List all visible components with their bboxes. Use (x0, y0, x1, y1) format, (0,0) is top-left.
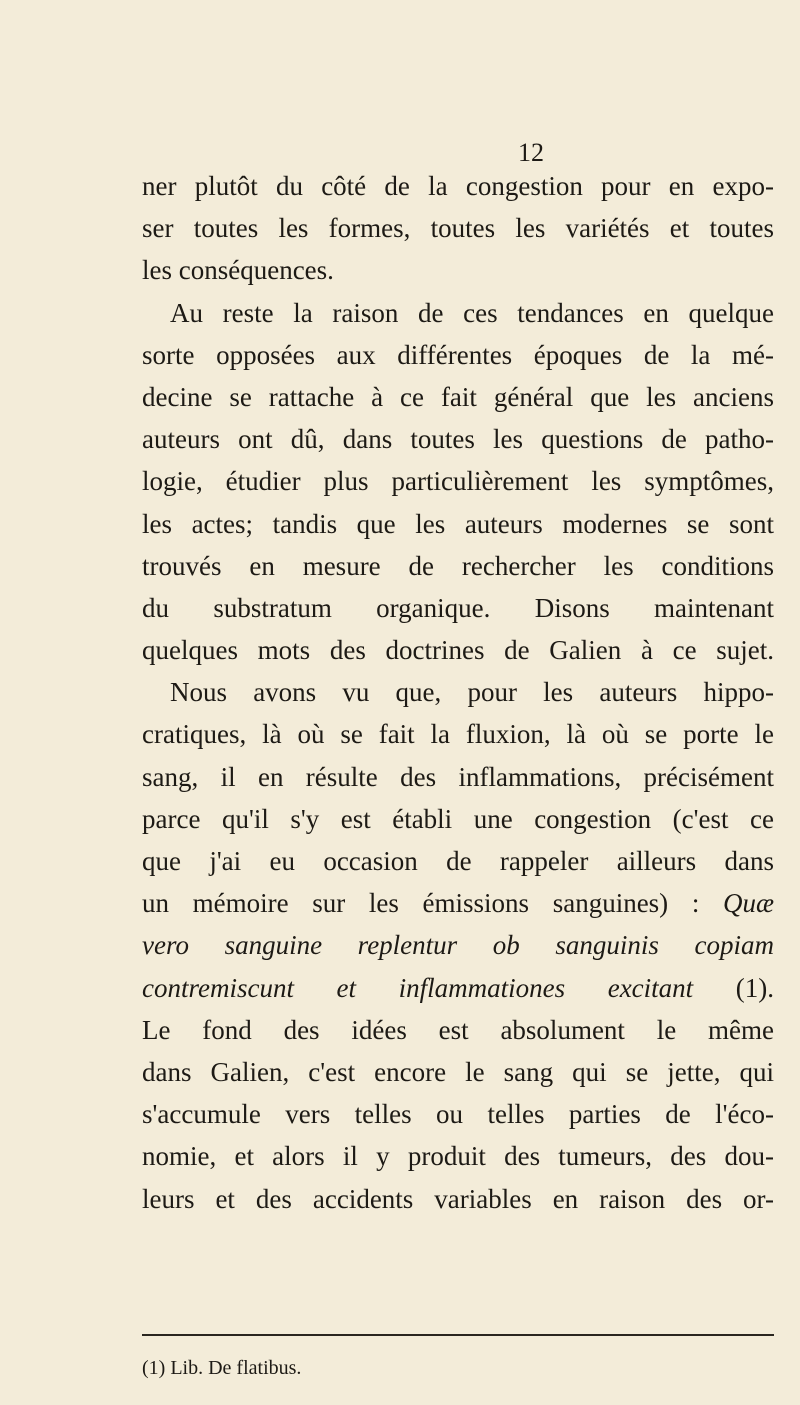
footnote-reference: (1). (735, 972, 774, 1003)
text-line: ser toutes les formes, toutes les variétés et toutes (142, 213, 774, 244)
text-line: ner plutôt du côté de la congestion pour en expo- (142, 171, 774, 201)
text-line: Nous avons vu que, pour les auteurs hippo- (170, 677, 774, 708)
body-text (142, 165, 774, 1220)
text-line: les actes; tandis que les auteurs modernes se sont (142, 508, 774, 539)
footnote-divider (142, 1334, 774, 1336)
latin-quote-line-with-ref (142, 967, 774, 1009)
text-line: Au reste la raison de ces tendances en quelque (170, 297, 774, 328)
text-line: sorte opposées aux différentes époques de la mé- (142, 339, 774, 370)
text-line: les conséquences. (142, 255, 334, 286)
text-line: trouvés en mesure de rechercher les conditions (142, 550, 774, 581)
text-line: auteurs ont dû, dans toutes les questions de patho- (142, 424, 774, 455)
text-line: leurs et des accidents variables en raison des or- (142, 1183, 774, 1214)
latin-quote-text: contremiscunt et inflammationes excitant (1). (142, 972, 774, 1003)
text-line: que j'ai eu occasion de rappeler ailleurs dans (142, 846, 774, 876)
text-line: nomie, et alors il y produit des tumeurs, des dou- (142, 1141, 774, 1172)
footnote: (1) Lib. De flatibus. (142, 1357, 302, 1379)
text-line: decine se rattache à ce fait général que les anciens (142, 381, 774, 412)
text-line: parce qu'il s'y est établi une congestion (c'est ce (142, 803, 774, 834)
text-line: un mémoire sur les émissions sanguines) : Quæ (142, 888, 774, 919)
latin-quote-line: vero sanguine replentur ob sanguinis copiam (142, 930, 774, 961)
text-line: logie, étudier plus particulièrement les symptômes, (142, 466, 774, 497)
text-line: quelques mots des doctrines de Galien à ce sujet. (142, 635, 774, 666)
text-line: dans Galien, c'est encore le sang qui se jette, qui (142, 1056, 774, 1087)
text-line: Le fond des idées est absolument le même (142, 1014, 774, 1045)
text-line: cratiques, là où se fait la fluxion, là où se porte le (142, 719, 774, 750)
text-line: s'accumule vers telles ou telles parties de l'éco- (142, 1099, 774, 1130)
text-line: sang, il en résulte des inflammations, précisément (142, 761, 774, 792)
latin-quote-start: Quæ (722, 888, 774, 919)
text-line: du substratum organique. Disons maintenant (142, 592, 774, 623)
page-number: 12 (518, 138, 544, 167)
